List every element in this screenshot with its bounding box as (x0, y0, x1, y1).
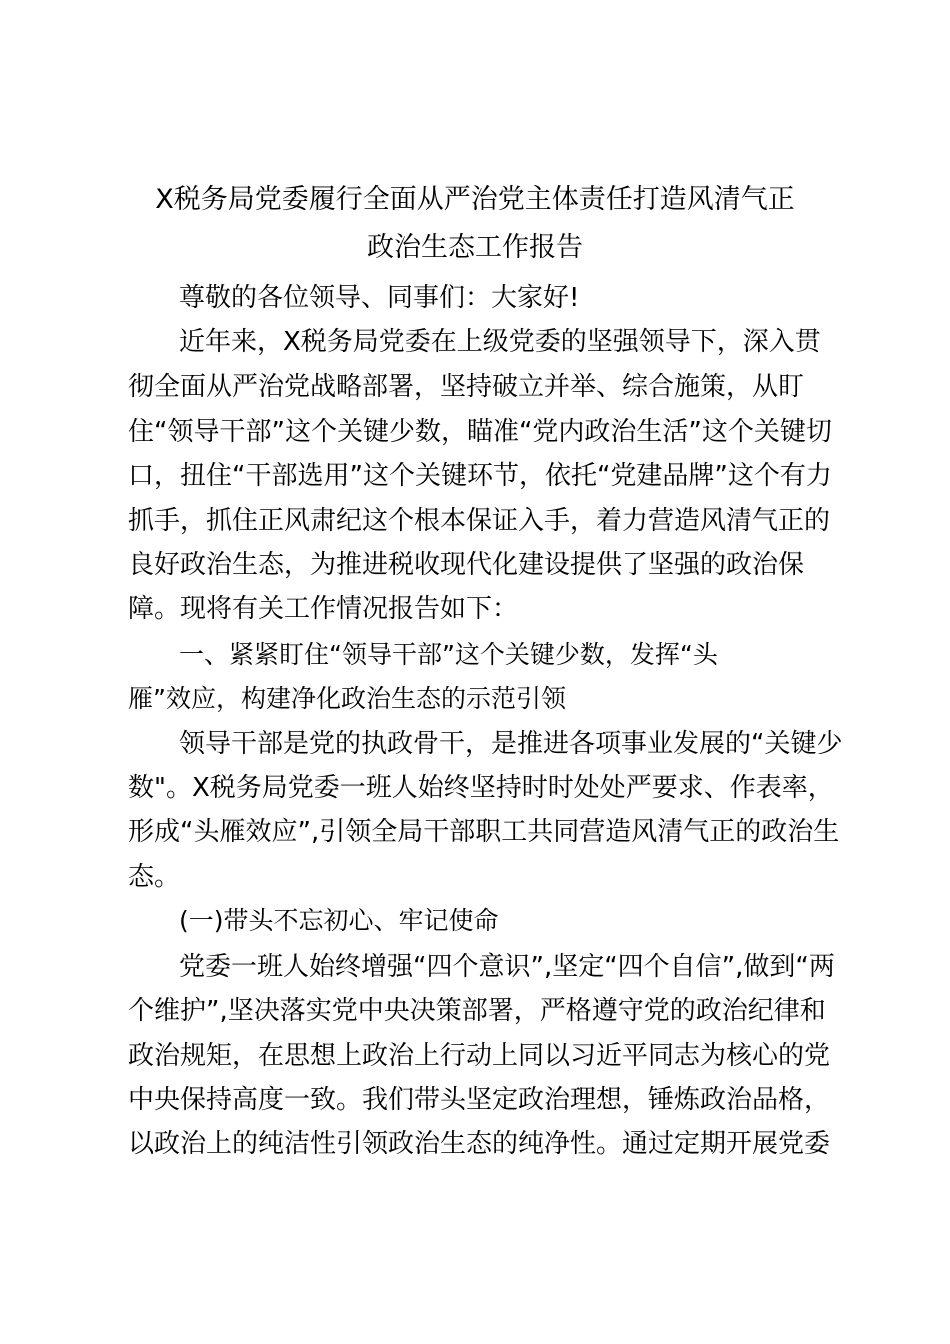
paragraph-line: 以政治上的纯洁性引领政治生态的纯净性。通过定期开展党委 (128, 1129, 831, 1159)
paragraph-line: 障。现将有关工作情况报告如下： (128, 594, 519, 624)
subsection-heading: (一)带头不忘初心、牢记使命 (179, 906, 499, 935)
paragraph-line: 彻全面从严治党战略部署，坚持破立并举、综合施策，从盯 (128, 372, 805, 402)
paragraph-line: 党委一班人始终增强“四个意识”,坚定“四个自信”,做到“两 (179, 952, 835, 982)
paragraph-line: 个维护”,坚决落实党中央决策部署，严格遵守党的政治纪律和 (128, 996, 826, 1026)
paragraph-line: 中央保持高度一致。我们带头坚定政治理想，锤炼政治品格， (128, 1085, 831, 1115)
paragraph-line: 近年来，X税务局党委在上级党委的坚强领导下，深入贯 (179, 327, 821, 357)
paragraph-line: 口，扭住“干部选用”这个关键环节，依托“党建品牌”这个有力 (128, 461, 832, 491)
paragraph-line: 抓手，抓住正风肃纪这个根本保证入手，着力营造风清气正的 (128, 506, 831, 536)
paragraph-line: 政治规矩，在思想上政治上行动上同以习近平同志为核心的党 (128, 1041, 831, 1071)
salutation: 尊敬的各位领导、同事们：大家好! (179, 283, 580, 313)
paragraph-line: 领导干部是党的执政骨干，是推进各项事业发展的“关键少 (179, 729, 843, 759)
document-title-line-2: 政治生态工作报告 (367, 232, 583, 263)
paragraph-line: 住“领导干部”这个关键少数，瞄准“党内政治生活”这个关键切 (128, 417, 832, 447)
paragraph-line: 态。 (128, 862, 181, 892)
document-title-line-1: X税务局党委履行全面从严治党主体责任打造风清气正 (155, 184, 795, 215)
paragraph-line: 数"。X税务局党委一班人始终坚持时时处处严要求、作表率， (128, 773, 834, 803)
section-heading-line: 一、紧紧盯住“领导干部”这个关键少数，发挥“头 (179, 640, 718, 669)
paragraph-line: 良好政治生态，为推进税收现代化建设提供了坚强的政治保 (128, 550, 805, 580)
section-heading-line: 雁”效应，构建净化政治生态的示范引领 (128, 684, 566, 713)
paragraph-line: 形成“头雁效应”,引领全局干部职工共同营造风清气正的政治生 (128, 817, 840, 847)
